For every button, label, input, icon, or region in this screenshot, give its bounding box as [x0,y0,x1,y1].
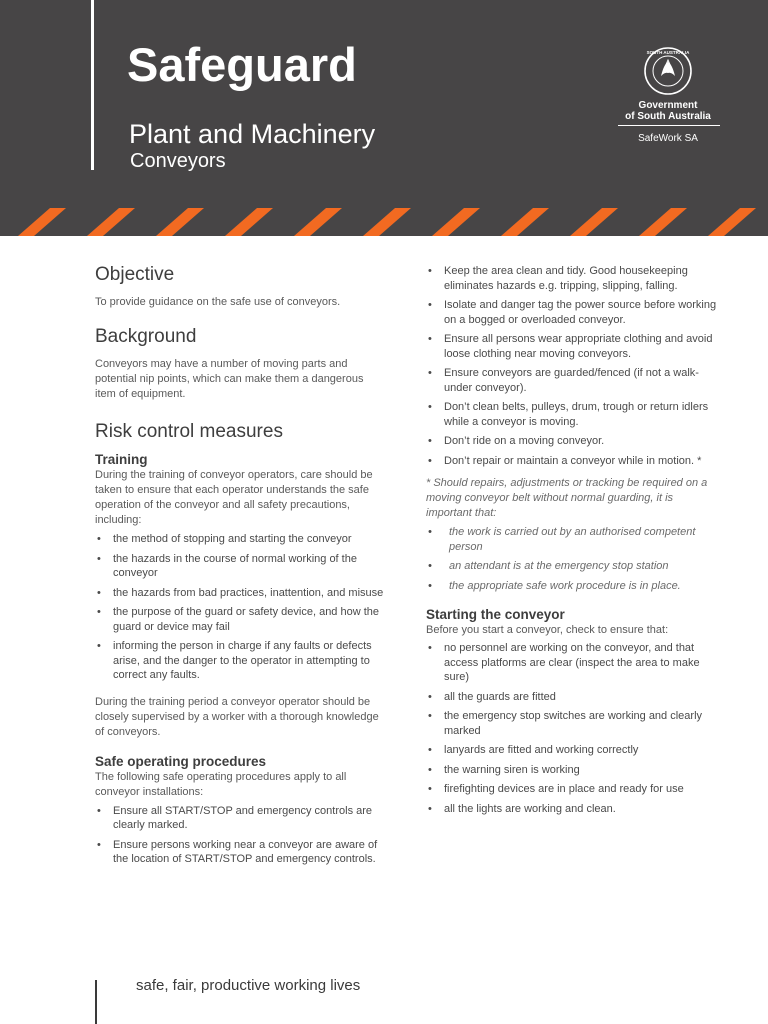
risk-control-heading: Risk control measures [95,421,283,442]
crest-text: SOUTH AUSTRALIA [646,50,690,55]
sop-list [95,804,385,867]
starting-list [426,641,716,816]
list-item: • Ensure conveyors are guarded/fenced (if not a walk-under conveyor). [426,366,721,395]
training-supervision: During the training period a conveyor operator should be closely supervised by a worker with a thorough knowledge of conveyors. [95,695,379,738]
list-item: • the hazards in the course of normal working of the conveyor [95,552,390,581]
objective-text: To provide guidance on the safe use of conveyors. [95,296,341,308]
list-item: • the purpose of the guard or safety device, and how the guard or device may fail [95,605,390,634]
list-item: • Isolate and danger tag the power source before working on a bogged or overloaded conveyor. [426,298,721,327]
list-item: • the work is carried out by an authorised competent person [426,525,716,554]
list-item: • the warning siren is working [426,763,716,778]
government-logo [606,46,730,146]
list-item: • Ensure persons working near a conveyor are aware of the location of START/STOP and emergency controls. [95,838,385,867]
repair-note-list [426,525,716,593]
background-text: Conveyors may have a number of moving parts and potential nip points, which can make them a dangerous item of equipment. [95,358,364,400]
repair-note: * Should repairs, adjustments or tracking be required on a moving conveyor belt without normal guarding, it is important that: [426,477,708,519]
sop-intro: The following safe operating procedures apply to all conveyor installations: [95,770,347,798]
logo-divider [618,125,720,126]
background-heading: Background [95,326,197,347]
government-line-1: Government [638,100,698,111]
training-list [95,532,390,683]
header-banner [0,0,768,236]
government-line-2: of South Australia [625,111,711,122]
list-item: • no personnel are working on the conveyor, and that access platforms are clear (inspect the area to make sure) [426,641,716,685]
header-divider [91,0,94,170]
sop-heading: Safe operating procedures [95,753,267,769]
objective-heading: Objective [95,264,175,285]
list-item: • Don’t clean belts, pulleys, drum, trough or return idlers while a conveyor is moving. [426,400,721,429]
footer-divider [95,980,97,1024]
starting-heading: Starting the conveyor [426,607,565,622]
hazard-stripes [0,208,768,236]
list-item: • all the lights are working and clean. [426,802,716,817]
list-item: • the appropriate safe work procedure is in place. [426,579,716,594]
list-item: • Keep the area clean and tidy. Good housekeeping eliminates hazards e.g. tripping, slipping, falling. [426,264,721,293]
page-topic: Conveyors [130,150,226,172]
sop-continued-list [426,264,721,468]
list-item: • informing the person in charge if any faults or defects arise, and the danger to the operator in attempting to correct any faults. [95,639,390,683]
training-intro: During the training of conveyor operators, care should be taken to ensure that each operator understands the safe operation of the conveyor and all safety precautions, including: [95,469,373,526]
agency-name: SafeWork SA [638,133,698,144]
list-item: • the hazards from bad practices, inattention, and misuse [95,586,390,601]
list-item: • lanyards are fitted and working correctly [426,743,716,758]
list-item: • all the guards are fitted [426,690,716,705]
right-column [426,264,726,821]
starting-intro: Before you start a conveyor, check to ensure that: [426,624,669,636]
list-item: • Ensure all persons wear appropriate clothing and avoid loose clothing near moving conveyors. [426,332,721,361]
list-item: • the emergency stop switches are working and clearly marked [426,709,716,738]
training-heading: Training [95,452,148,467]
list-item: • Don’t repair or maintain a conveyor while in motion. * [426,454,721,469]
crest-icon [643,46,693,96]
page-subtitle: Plant and Machinery [129,119,376,149]
page-title: Safeguard [127,38,357,91]
left-column [95,263,395,872]
list-item: • firefighting devices are in place and ready for use [426,782,716,797]
list-item: • Ensure all START/STOP and emergency controls are clearly marked. [95,804,385,833]
list-item: • an attendant is at the emergency stop station [426,559,716,574]
list-item: • Don’t ride on a moving conveyor. [426,434,721,449]
list-item: • the method of stopping and starting the conveyor [95,532,390,547]
footer-tagline: safe, fair, productive working lives [136,977,361,994]
